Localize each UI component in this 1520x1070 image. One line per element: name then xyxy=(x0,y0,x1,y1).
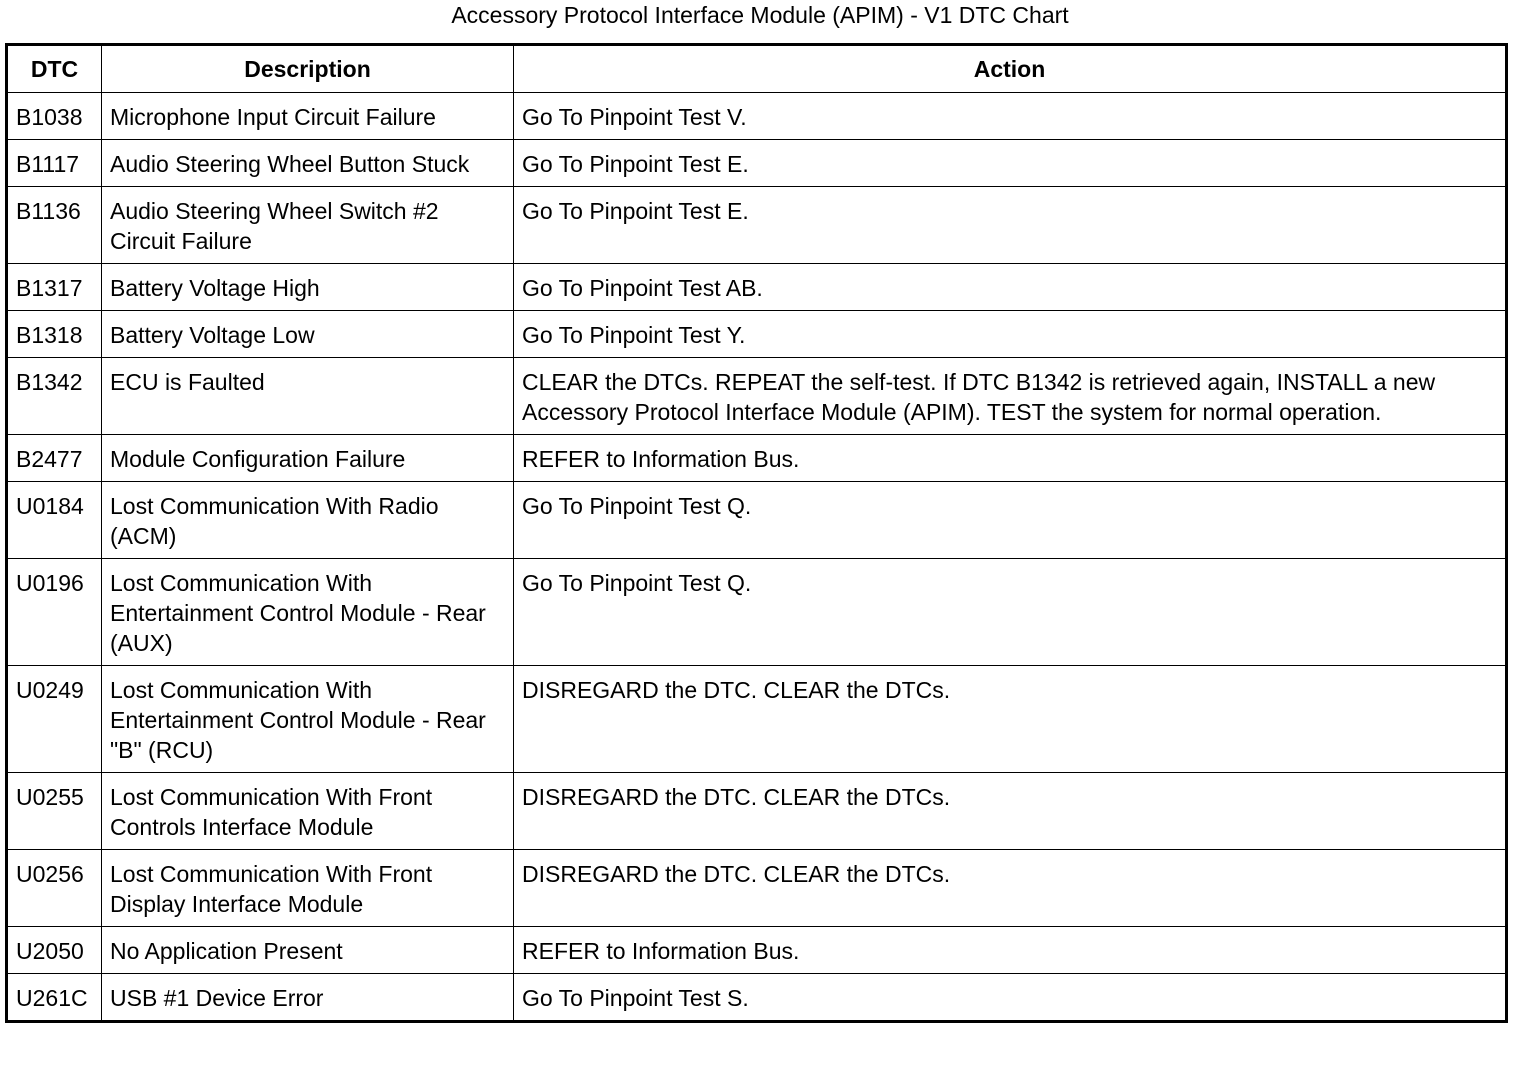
dtc-action: Go To Pinpoint Test V. xyxy=(514,93,1507,140)
dtc-action: REFER to Information Bus. xyxy=(514,927,1507,974)
dtc-description: Lost Communication With Radio (ACM) xyxy=(102,482,514,559)
table-row xyxy=(7,927,1507,974)
dtc-action: Go To Pinpoint Test AB. xyxy=(514,264,1507,311)
dtc-description: Lost Communication With Front Controls Interface Module xyxy=(102,773,514,850)
table-row xyxy=(7,358,1507,435)
dtc-code: B2477 xyxy=(7,435,102,482)
dtc-code: B1117 xyxy=(7,140,102,187)
dtc-action: DISREGARD the DTC. CLEAR the DTCs. xyxy=(514,666,1507,773)
dtc-description: Module Configuration Failure xyxy=(102,435,514,482)
table-row xyxy=(7,311,1507,358)
dtc-code: B1317 xyxy=(7,264,102,311)
dtc-action: Go To Pinpoint Test E. xyxy=(514,140,1507,187)
dtc-action: CLEAR the DTCs. REPEAT the self-test. If DTC B1342 is retrieved again, INSTALL a new Accessory Protocol Interface Module (APIM). TEST the system for normal operation. xyxy=(514,358,1507,435)
table-row xyxy=(7,482,1507,559)
dtc-code: B1318 xyxy=(7,311,102,358)
dtc-code: U0184 xyxy=(7,482,102,559)
dtc-code: U0196 xyxy=(7,559,102,666)
table-row xyxy=(7,773,1507,850)
table-row xyxy=(7,264,1507,311)
table-row xyxy=(7,850,1507,927)
table-row xyxy=(7,140,1507,187)
table-row xyxy=(7,187,1507,264)
dtc-description: ECU is Faulted xyxy=(102,358,514,435)
dtc-action: REFER to Information Bus. xyxy=(514,435,1507,482)
dtc-code: B1038 xyxy=(7,93,102,140)
dtc-code: B1136 xyxy=(7,187,102,264)
header-row xyxy=(7,45,1507,93)
dtc-action: DISREGARD the DTC. CLEAR the DTCs. xyxy=(514,850,1507,927)
dtc-action: DISREGARD the DTC. CLEAR the DTCs. xyxy=(514,773,1507,850)
dtc-description: No Application Present xyxy=(102,927,514,974)
table-row xyxy=(7,666,1507,773)
dtc-code: U0256 xyxy=(7,850,102,927)
chart-title: Accessory Protocol Interface Module (APIM) - V1 DTC Chart xyxy=(451,2,1069,28)
dtc-description: Microphone Input Circuit Failure xyxy=(102,93,514,140)
dtc-action: Go To Pinpoint Test Q. xyxy=(514,482,1507,559)
table-row xyxy=(7,974,1507,1022)
table-row xyxy=(7,559,1507,666)
dtc-action: Go To Pinpoint Test Q. xyxy=(514,559,1507,666)
dtc-action: Go To Pinpoint Test S. xyxy=(514,974,1507,1022)
dtc-code: U0249 xyxy=(7,666,102,773)
column-header-action: Action xyxy=(514,45,1507,93)
dtc-description: Battery Voltage Low xyxy=(102,311,514,358)
dtc-description: Lost Communication With Entertainment Control Module - Rear "B" (RCU) xyxy=(102,666,514,773)
dtc-table xyxy=(5,43,1508,1023)
dtc-description: USB #1 Device Error xyxy=(102,974,514,1022)
column-header-description: Description xyxy=(102,45,514,93)
dtc-description: Audio Steering Wheel Button Stuck xyxy=(102,140,514,187)
dtc-description: Audio Steering Wheel Switch #2 Circuit Failure xyxy=(102,187,514,264)
table-row xyxy=(7,435,1507,482)
dtc-description: Lost Communication With Front Display Interface Module xyxy=(102,850,514,927)
dtc-code: U261C xyxy=(7,974,102,1022)
dtc-action: Go To Pinpoint Test E. xyxy=(514,187,1507,264)
dtc-description: Lost Communication With Entertainment Control Module - Rear (AUX) xyxy=(102,559,514,666)
dtc-code: U2050 xyxy=(7,927,102,974)
column-header-dtc: DTC xyxy=(7,45,102,93)
dtc-description: Battery Voltage High xyxy=(102,264,514,311)
dtc-action: Go To Pinpoint Test Y. xyxy=(514,311,1507,358)
dtc-code: U0255 xyxy=(7,773,102,850)
table-row xyxy=(7,93,1507,140)
dtc-code: B1342 xyxy=(7,358,102,435)
